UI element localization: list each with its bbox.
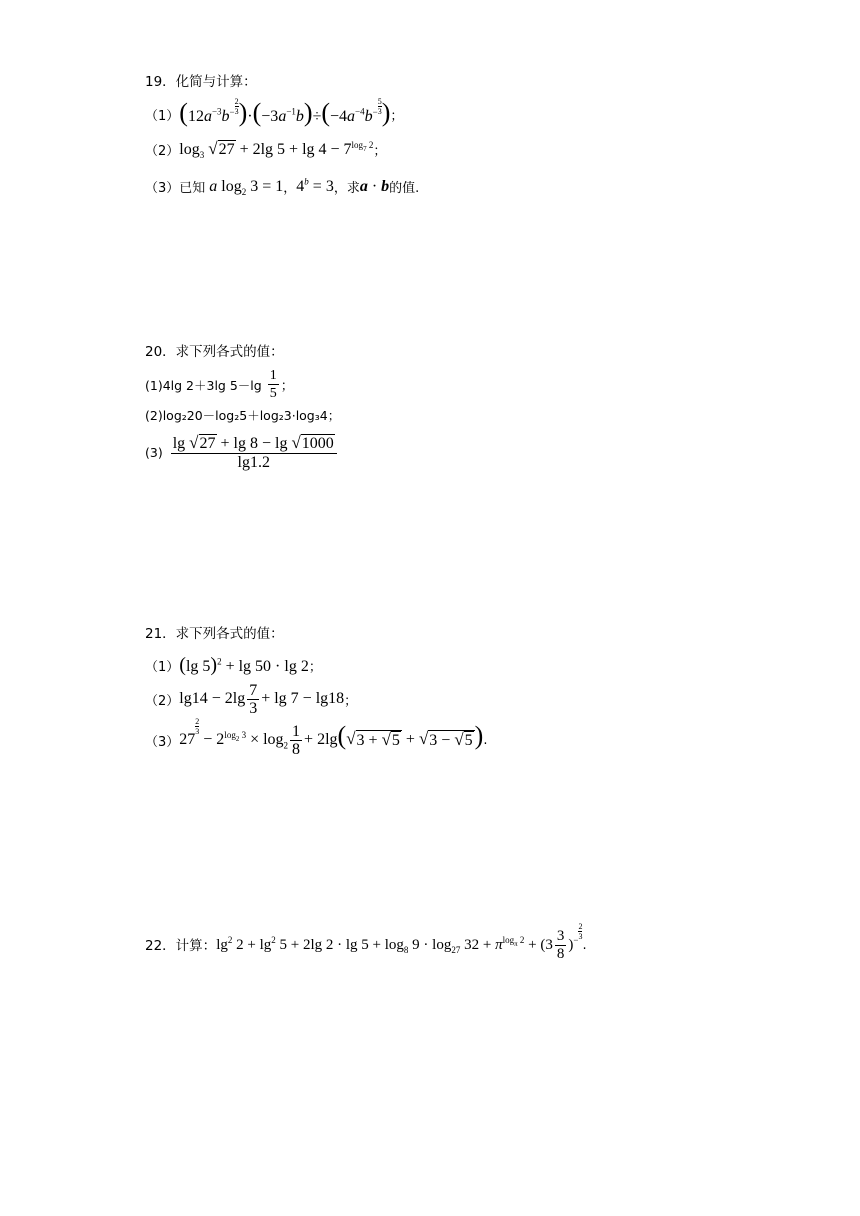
expression-22: $\lg^2 2 + \lg^2 5 + 2\lg$ $2 \cdot \lg 5 + \log_8 9 \cdot \log_{27} 32 + \pi^{log_\pi 2} + (3$ $\frac{3}{8}$ )$^{- \frac{2}{3}}$ xyxy=(216,922,583,962)
problem-21 xyxy=(145,625,487,758)
problem-20-part-2: (2)log₂20－log₂5＋log₂3·log₃4； xyxy=(145,408,341,423)
problem-20-part-1: (1)4lg 2＋3lg 5－lg $\frac{1}{5}$ ； xyxy=(145,368,294,401)
expression-19-3b: $4^b = 3$ xyxy=(296,176,334,195)
problem-22: 22．计算： $\lg^2 2 + \lg^2 5 + 2\lg$ $2 \cdot \lg 5 + \log_8 9 \cdot \log_{27} 32 + \pi^{log_\pi 2} + (3$ $\frac{3}{8}$ )$^{- \frac{2}{3}}$ . xyxy=(145,922,587,962)
problem-21-title: 21．求下列各式的值： xyxy=(145,626,284,642)
problem-19-part-1: （1） ($12a^{-3}b^{- \frac{2}{3}}$ )$\cdot(-3a^{-1}b)\div(-4a^{-4}b^{- \frac{5}{3}}$ ) ； xyxy=(145,96,404,127)
problem-19-title: 19．化简与计算： xyxy=(145,74,257,90)
problem-19 xyxy=(145,73,419,196)
problem-19-part-2: （2） $\log_3$ √ 27 + 2lg $5 + \lg 4 - 7^{log_7 2}$ ； xyxy=(145,139,387,161)
problem-21-part-2: （2） lg14 − 2lg $\frac{7}{3}$ + lg 7 − lg18 ； xyxy=(145,682,358,717)
problem-20-title: 20．求下列各式的值： xyxy=(145,344,284,360)
expression-19-2: $\log_3$ √ 27 + 2lg $5 + \lg 4 - 7^{log_7 2}$ xyxy=(179,139,374,161)
part-label: （1） xyxy=(145,109,180,124)
part-label: （3） xyxy=(145,181,180,196)
fraction-20-3: lg √ 27 + lg 8 − lg √ 1000 lg1.2 xyxy=(171,434,337,471)
problem-20 xyxy=(145,343,340,471)
problem-21-part-1: （1） (lg 5)$^2$ + lg 50 · lg 2 ； xyxy=(145,654,322,676)
problem-21-part-3: （3） 27 $^{\frac{2}{3}}$ − $2^{log_2 3} \times \log_2$ $\frac{1}{8}$ + 2lg( √ 3 + √ 5 + √ 3 − √ 5 ) . xyxy=(145,716,488,758)
expression-19-1: ($12a^{-3}b^{- \frac{2}{3}}$ )$\cdot(-3a^{-1}b)\div(-4a^{-4}b^{- \frac{5}{3}}$ ) xyxy=(179,96,391,127)
part-label: （2） xyxy=(145,144,180,159)
expression-21-2: lg14 − 2lg $\frac{7}{3}$ + lg 7 − lg18 xyxy=(179,682,345,717)
expression-19-3c: a · b xyxy=(359,177,390,195)
fraction-1-5: $\frac{1}{5}$ xyxy=(269,368,277,401)
problem-19-part-3: （3） 已知 a $\log_2 3 = 1$ ， $4^b = 3$ ，求 a · b 的值. xyxy=(145,176,420,197)
expression-21-1: (lg 5)$^2$ + lg 50 · lg 2 xyxy=(179,654,309,676)
expression-21-3: 27 $^{\frac{2}{3}}$ − $2^{log_2 3} \times \log_2$ $\frac{1}{8}$ + 2lg( √ 3 + √ 5 + √ 3 − √ 5 ) xyxy=(179,716,484,758)
expression-19-3a: a $\log_2 3 = 1$ xyxy=(209,177,284,197)
problem-20-part-3: (3) lg √ 27 + lg 8 − lg √ 1000 lg1.2 xyxy=(145,434,340,471)
problem-22-title: 22．计算： xyxy=(145,937,217,954)
